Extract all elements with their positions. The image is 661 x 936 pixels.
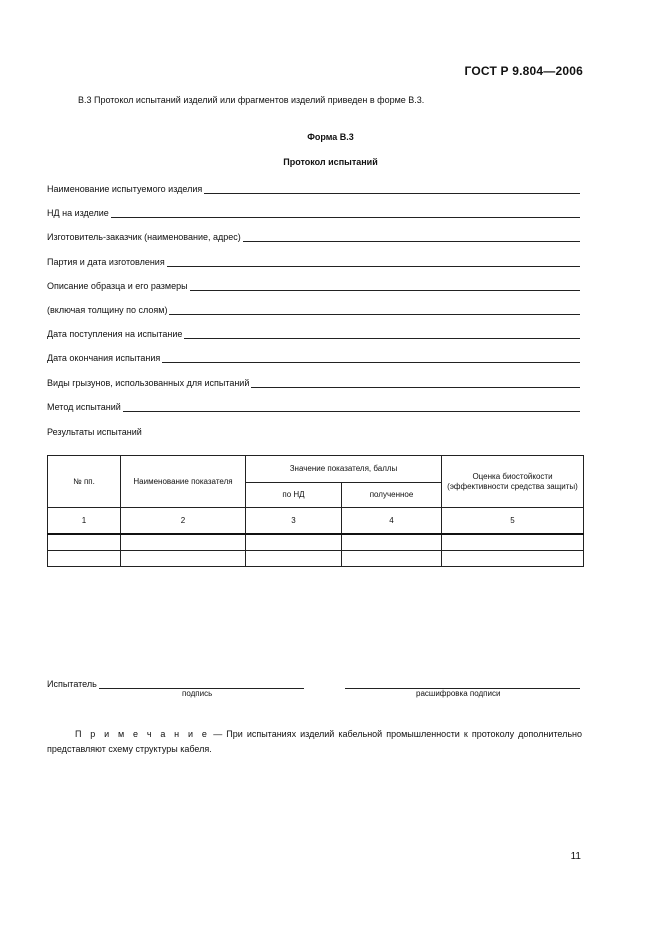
field-label: Описание образца и его размеры (47, 281, 188, 291)
note-prefix: П р и м е ч а н и е (75, 729, 210, 739)
page-number: 11 (570, 851, 581, 862)
field-label: Виды грызунов, использованных для испытаний (47, 378, 250, 388)
fill-line[interactable] (162, 353, 580, 363)
table-cell[interactable] (48, 534, 121, 551)
table-row (48, 534, 584, 551)
column-number: 3 (246, 508, 342, 535)
field-label: Наименование испытуемого изделия (47, 184, 203, 194)
field-label: (включая толщину по слоям) (47, 305, 168, 315)
tester-signature-block (47, 679, 304, 689)
table-cell[interactable] (246, 551, 342, 567)
column-numbers-row (48, 508, 584, 535)
form-title: Форма В.3 (307, 132, 354, 142)
field-batch-date (47, 253, 580, 267)
table-cell[interactable] (246, 534, 342, 551)
table-cell[interactable] (442, 534, 584, 551)
table-cell[interactable] (121, 534, 246, 551)
fill-line[interactable] (111, 208, 580, 218)
fill-line[interactable] (243, 232, 580, 242)
fill-line[interactable] (251, 378, 580, 388)
note-paragraph (47, 727, 582, 757)
fill-line[interactable] (169, 305, 580, 315)
results-label: Результаты испытаний (47, 427, 142, 437)
field-label: Дата окончания испытания (47, 353, 161, 363)
field-product-name (47, 180, 580, 194)
header-col-number: № пп. (48, 456, 121, 508)
field-receipt-date (47, 325, 580, 339)
field-label: Метод испытаний (47, 402, 121, 412)
field-sample-description (47, 277, 580, 291)
tester-label: Испытатель (47, 679, 97, 689)
field-test-method (47, 398, 580, 412)
field-layer-thickness (47, 301, 580, 315)
signature-decode-line[interactable] (345, 679, 580, 689)
field-label: Дата поступления на испытание (47, 329, 183, 339)
field-manufacturer (47, 228, 580, 242)
table-cell[interactable] (121, 551, 246, 567)
header-col-assessment: Оценка биостойкости (эффективности средства защиты) (442, 456, 584, 508)
document-code: ГОСТ Р 9.804—2006 (464, 64, 583, 78)
field-label: Изготовитель-заказчик (наименование, адрес) (47, 232, 241, 242)
field-label: Партия и дата изготовления (47, 257, 165, 267)
column-number: 2 (121, 508, 246, 535)
table-cell[interactable] (342, 534, 442, 551)
header-col-by-nd: по НД (246, 483, 342, 508)
signature-caption: подпись (182, 689, 213, 698)
table-cell[interactable] (48, 551, 121, 567)
field-nd (47, 204, 580, 218)
header-col-indicator-name: Наименование показателя (121, 456, 246, 508)
note-text: — При испытаниях изделий кабельной промышленности к протоколу дополнительно представляют схему структуры кабеля. (47, 729, 582, 754)
fill-line[interactable] (167, 257, 580, 267)
table-cell[interactable] (342, 551, 442, 567)
header-col-obtained: полученное (342, 483, 442, 508)
fill-line[interactable] (190, 281, 580, 291)
table-row (48, 551, 584, 567)
intro-paragraph: В.3 Протокол испытаний изделий или фрагментов изделий приведен в форме В.3. (78, 95, 425, 105)
signature-line[interactable] (99, 679, 304, 689)
field-rodent-species (47, 374, 580, 388)
fill-line[interactable] (184, 329, 580, 339)
table-cell[interactable] (442, 551, 584, 567)
header-col-value-group: Значение показателя, баллы (246, 456, 442, 483)
field-label: НД на изделие (47, 208, 109, 218)
results-table (47, 455, 584, 567)
column-number: 5 (442, 508, 584, 535)
column-number: 4 (342, 508, 442, 535)
protocol-title: Протокол испытаний (283, 157, 378, 167)
fill-line[interactable] (204, 184, 580, 194)
signature-decode-caption: расшифровка подписи (416, 689, 501, 698)
field-end-date (47, 349, 580, 363)
fill-line[interactable] (123, 402, 580, 412)
column-number: 1 (48, 508, 121, 535)
